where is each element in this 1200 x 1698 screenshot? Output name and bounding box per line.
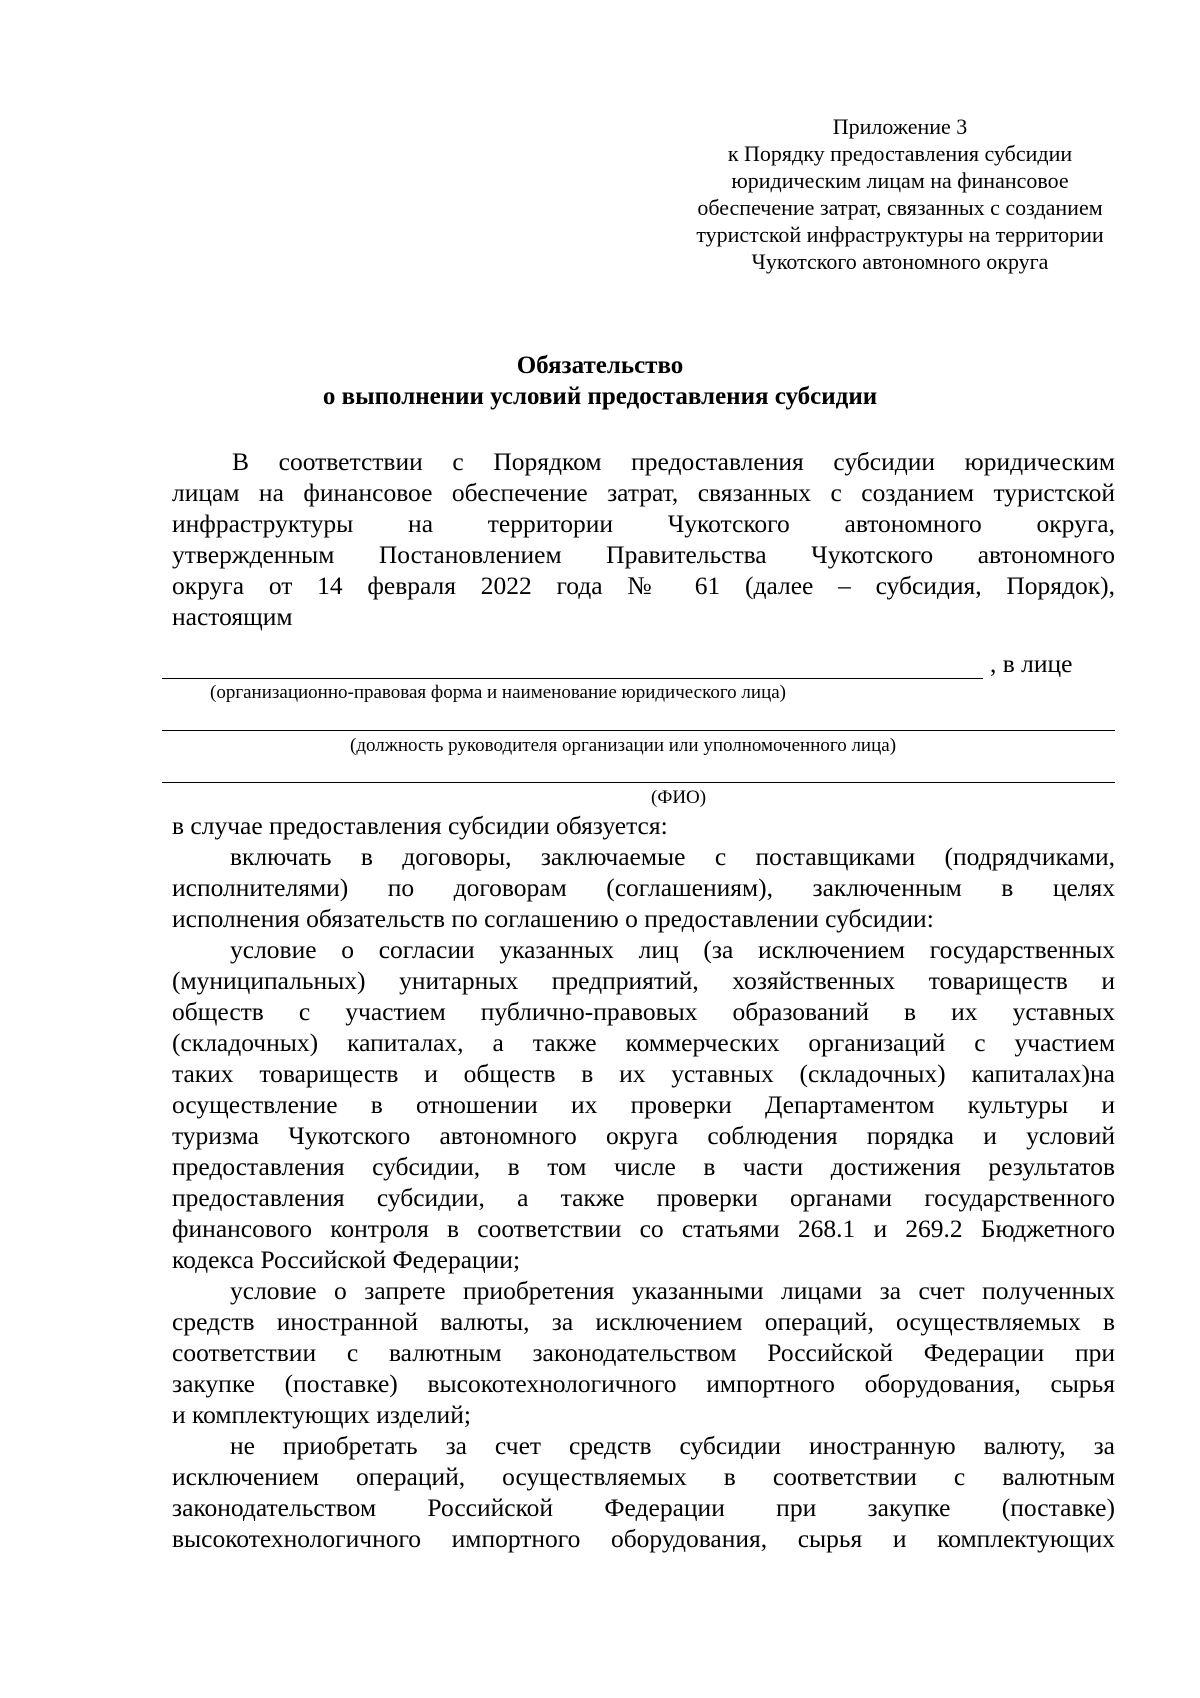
obligation-line: условие о запрете приобретения указанными лицами за счет полученных bbox=[230, 1276, 1115, 1305]
appendix-line: Чукотского автономного округа bbox=[751, 249, 1049, 274]
obligation-line: осуществление в отношении их проверки Департаментом культуры и bbox=[172, 1090, 1115, 1119]
obligations-section bbox=[172, 810, 1115, 1554]
obligation-line: высокотехнологичного импортного оборудования, сырья и комплектующих bbox=[172, 1524, 1115, 1553]
obligation-line: исполнителями) по договорам (соглашениям), заключенным в целях bbox=[172, 873, 1115, 902]
appendix-header bbox=[665, 113, 1135, 275]
obligation-line: финансового контроля в соответствии со статьями 268.1 и 269.2 Бюджетного bbox=[172, 1214, 1115, 1243]
obligation-line: условие о согласии указанных лиц (за исключением государственных bbox=[230, 935, 1115, 964]
obligation-line: не приобретать за счет средств субсидии иностранную валюту, за bbox=[230, 1431, 1115, 1460]
obligation-line: кодекса Российской Федерации; bbox=[172, 1245, 521, 1274]
obligation-line: таких товариществ и обществ в их уставных (складочных) капиталах)на bbox=[172, 1059, 1115, 1088]
appendix-line: обеспечение затрат, связанных с созданием bbox=[697, 195, 1103, 220]
intro-line: лицам на финансовое обеспечение затрат, связанных с созданием туристской bbox=[172, 478, 1115, 507]
intro-line: настоящим bbox=[172, 602, 293, 631]
obligation-line: и комплектующих изделий; bbox=[172, 1400, 471, 1429]
intro-line: инфраструктуры на территории Чукотского автономного округа, bbox=[172, 509, 1115, 538]
org-field-caption: (организационно-правовая форма и наименование юридического лица) bbox=[210, 682, 787, 703]
appendix-line: юридическим лицам на финансовое bbox=[731, 168, 1069, 193]
document-title: Обязательство bbox=[516, 352, 684, 379]
org-name-field-line bbox=[162, 678, 983, 679]
obligation-line: исполнения обязательств по соглашению о предоставлении субсидии: bbox=[172, 904, 934, 933]
intro-line: В соответствии с Порядком предоставления субсидии юридическим bbox=[232, 447, 1115, 476]
obligation-line: исключением операций, осуществляемых в соответствии с валютным bbox=[172, 1462, 1115, 1491]
intro-line: утвержденным Постановлением Правительства Чукотского автономного bbox=[172, 540, 1115, 569]
obligation-line: (складочных) капиталах, а также коммерческих организаций с участием bbox=[172, 1028, 1115, 1057]
obligation-line: соответствии с валютным законодательством Российской Федерации при bbox=[172, 1338, 1115, 1367]
obligation-line: предоставления субсидии, в том числе в части достижения результатов bbox=[172, 1152, 1115, 1181]
obligation-line: законодательством Российской Федерации при закупке (поставке) bbox=[172, 1493, 1115, 1522]
appendix-line: к Порядку предоставления субсидии bbox=[727, 141, 1073, 166]
fio-field-caption: (ФИО) bbox=[651, 787, 707, 808]
obligation-line: включать в договоры, заключаемые с поставщиками (подрядчиками, bbox=[230, 842, 1115, 871]
obligation-line: средств иностранной валюты, за исключением операций, осуществляемых в bbox=[172, 1307, 1115, 1336]
intro-line: округа от 14 февраля 2022 года № 61 (далее – субсидия, Порядок), bbox=[172, 571, 1115, 600]
obligation-line: закупке (поставке) высокотехнологичного импортного оборудования, сырья bbox=[172, 1369, 1115, 1398]
obligation-line: (муниципальных) унитарных предприятий, хозяйственных товариществ и bbox=[172, 966, 1115, 995]
appendix-line: Приложение 3 bbox=[832, 114, 968, 139]
position-field-line bbox=[162, 730, 1115, 731]
appendix-line: туристской инфраструктуры на территории bbox=[696, 222, 1104, 247]
position-field-caption: (должность руководителя организации или уполномоченного лица) bbox=[350, 735, 897, 756]
obligation-line: предоставления субсидии, а также проверки органами государственного bbox=[172, 1183, 1115, 1212]
document-subtitle: о выполнении условий предоставления субсидии bbox=[322, 383, 878, 410]
obligations-lead: в случае предоставления субсидии обязуется: bbox=[172, 811, 668, 840]
obligation-line: туризма Чукотского автономного округа соблюдения порядка и условий bbox=[172, 1121, 1115, 1150]
obligation-line: обществ с участием публично-правовых образований в их уставных bbox=[172, 997, 1115, 1026]
intro-paragraph bbox=[172, 446, 1115, 632]
fio-field-line bbox=[162, 782, 1115, 783]
org-field-suffix: , в лице bbox=[990, 649, 1073, 678]
